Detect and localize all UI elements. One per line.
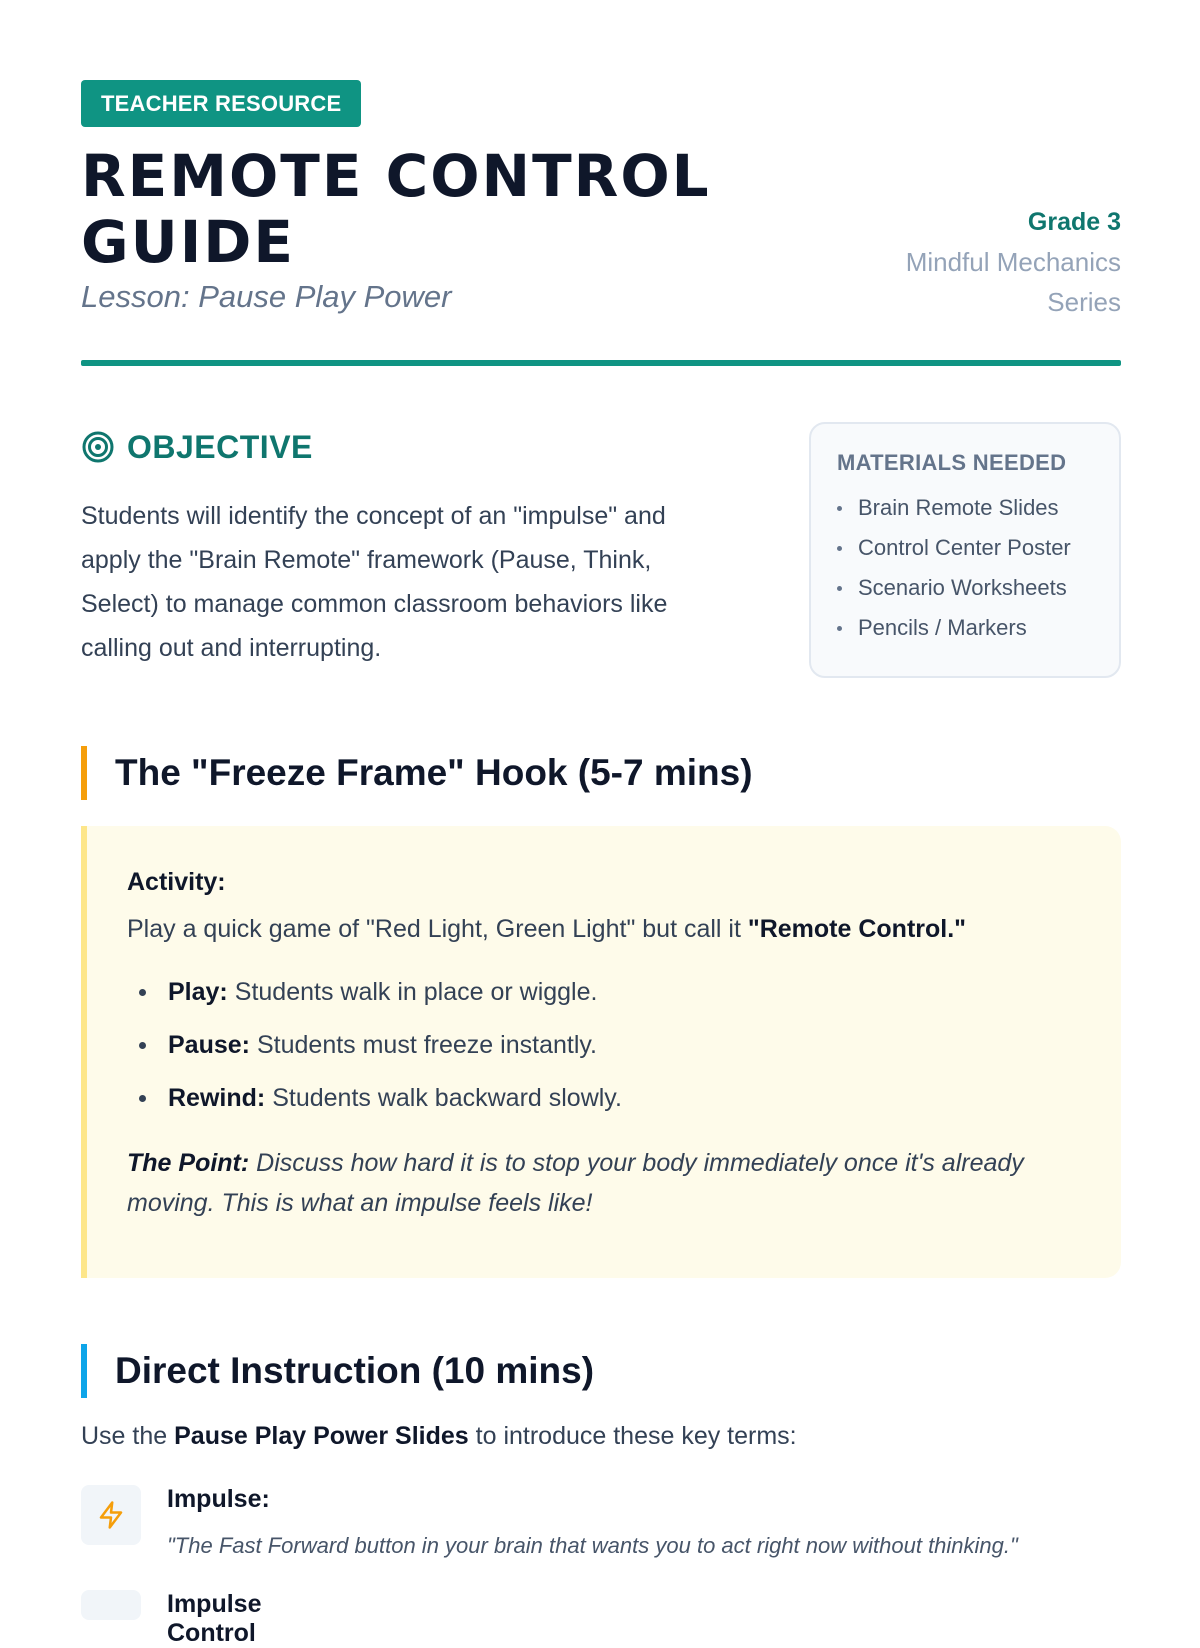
activity-callout	[81, 826, 1121, 1278]
activity-point: The Point: Discuss how hard it is to stop your body immediately once it's already moving. This is what an impulse feels like!	[127, 1149, 1024, 1217]
objective-row	[81, 422, 1121, 722]
activity-steps	[127, 966, 1081, 1125]
lesson-subtitle: Lesson: Pause Play Power	[81, 279, 452, 314]
series-label: Mindful Mechanics Series	[905, 247, 1121, 317]
document-header	[81, 80, 1121, 372]
next-term-icon	[81, 1590, 141, 1620]
objective-section	[81, 422, 741, 670]
materials-item: Pencils / Markers	[837, 608, 1093, 648]
instruction-intro: Use the Pause Play Power Slides to introduce these key terms:	[81, 1422, 797, 1450]
header-divider	[81, 360, 1121, 366]
bullet-icon	[139, 1095, 146, 1102]
materials-card	[809, 422, 1121, 678]
bullet-icon	[837, 586, 842, 591]
activity-step: Play: Students walk in place or wiggle.	[127, 966, 1081, 1019]
next-term-name: Impulse Control	[167, 1590, 262, 1647]
grade-label: Grade 3	[1027, 208, 1121, 236]
header-meta	[861, 202, 1121, 322]
activity-step: Rewind: Students walk backward slowly.	[127, 1072, 1081, 1125]
lightning-icon	[81, 1485, 141, 1545]
objective-text: Students will identify the concept of an "impulse" and apply the "Brain Remote" framework (Pause, Think, Select) to manage common classroom behaviors like calling out and interrupting.	[81, 502, 668, 662]
bullet-icon	[837, 626, 842, 631]
document-page	[81, 80, 1121, 1558]
page-title: REMOTE CONTROL GUIDE	[81, 142, 711, 276]
hook-heading: The "Freeze Frame" Hook (5-7 mins)	[81, 746, 1121, 800]
key-term	[81, 1485, 1121, 1558]
activity-step: Pause: Students must freeze instantly.	[127, 1019, 1081, 1072]
term-definition: "The Fast Forward button in your brain that wants you to act right now without thinking."	[167, 1533, 1018, 1558]
activity-label: Activity:	[127, 868, 226, 896]
teacher-resource-badge: TEACHER RESOURCE	[81, 80, 361, 127]
bullet-icon	[139, 989, 146, 996]
objective-title: OBJECTIVE	[127, 428, 313, 465]
materials-item: Control Center Poster	[837, 528, 1093, 568]
target-icon	[81, 430, 115, 464]
materials-title: MATERIALS NEEDED	[837, 450, 1067, 475]
activity-intro: Play a quick game of "Red Light, Green Light" but call it "Remote Control."	[127, 915, 967, 943]
instruction-heading: Direct Instruction (10 mins)	[81, 1344, 1121, 1398]
materials-item: Brain Remote Slides	[837, 488, 1093, 528]
term-name: Impulse:	[167, 1485, 270, 1513]
materials-item: Scenario Worksheets	[837, 568, 1093, 608]
bullet-icon	[837, 506, 842, 511]
bullet-icon	[837, 546, 842, 551]
bullet-icon	[139, 1042, 146, 1049]
lightning-icon-svg	[96, 1500, 126, 1530]
materials-list	[837, 488, 1093, 648]
objective-heading	[81, 422, 741, 472]
